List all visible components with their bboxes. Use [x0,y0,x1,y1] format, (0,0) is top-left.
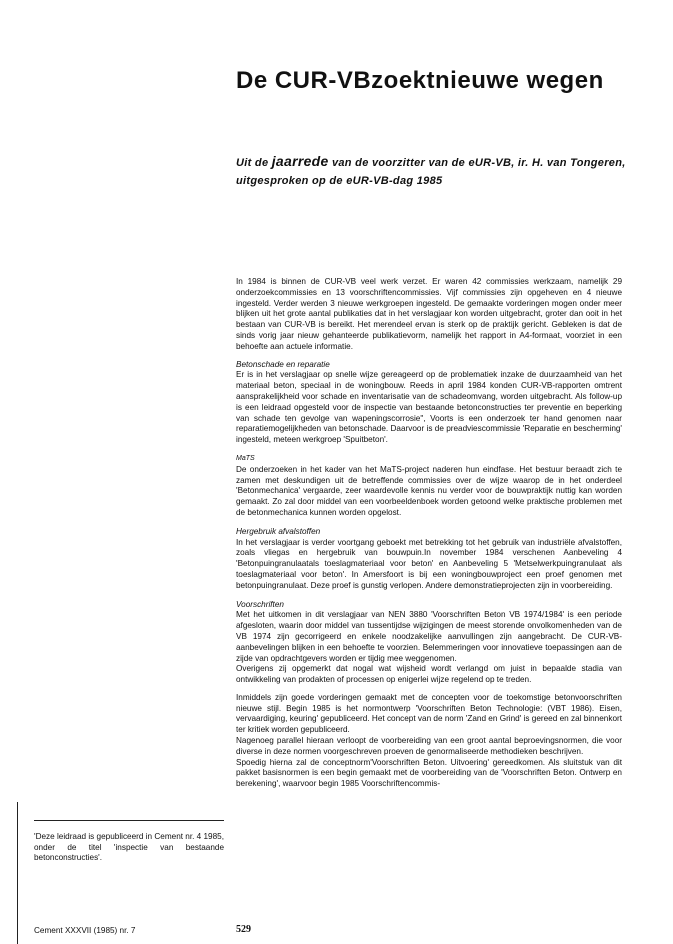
subtitle-emphasis: jaarrede [271,153,329,169]
article-subtitle [236,152,656,190]
article-title: De CUR-VBzoektnieuwe wegen [236,67,604,94]
section-betonschade [236,360,622,446]
section-paragraph: Overigens zij opgemerkt dat nogal wat wijsheid wordt verlangd om juist in bepaalde stadia van ontwikkeling van prodakten of processen op enigerlei wijze regelend op te treden. [236,664,622,685]
section-heading: Hergebruik afvalstoffen [236,526,321,536]
subtitle-post: van de voorzitter van de eUR-VB, ir. H. van Tongeren, uitgesproken op de eUR-VB-dag 1985 [236,157,626,187]
margin-rule [17,802,18,944]
section-paragraph: Nagenoeg parallel hieraan verloopt de voorbereiding van een groot aantal beproevingsnormen, die voor diverse in deze normen voorgeschreven proeven de genormaliseerde methodieken beschrijven. [236,736,622,756]
footnote-divider [34,820,224,821]
section-heading: Voorschriften [236,599,284,609]
intro-paragraph: In 1984 is binnen de CUR-VB veel werk verzet. Er waren 42 commissies werkzaam, namelijk 29 onderzoekcommissies en 13 voorschriftencommissies. Vijf commissies zijn opgeheven en 4 nieuwe ingesteld. Verder werden 3 nieuwe werkgroepen ingesteld. De gemaakte vorderingen mogen onder meer blijken uit het grote aantal publikaties dat in het verslagjaar kon worden uitgebracht, groter dan ooit in het bestaan van CUR-VB is bereikt. Het merendeel ervan is sterk op de praktijk gericht. Gebleken is dat de sinds vorig jaar nieuw gehanteerde publikatievorm, namelijk het rapport in A4-formaat, voorziet in een behoefte aan actuele informatie. [236,277,622,351]
footnote: 'Deze leidraad is gepubliceerd in Cement nr. 4 1985, onder de titel 'inspectie van bestaande betonconstructies'. [34,832,224,862]
page-number: 529 [236,924,251,935]
section-heading: MaTS [236,454,255,462]
section-paragraph: De onderzoeken in het kader van het MaTS-project naderen hun eindfase. Het bestuur beraadt zich te zamen met deskundigen uit de betreffende commissies over de wijze waarop de in het onderdeel 'Betonmechanica' vergaarde, zeer waardevolle kennis nu verder voor de bouwpraktijk nuttig kan worden gemaakt. Zo zal door middel van een voorbeeldenboek worden getoond welke praktische problemen met de betonmechanica kunnen worden opgelost. [236,464,622,517]
section-paragraph: Inmiddels zijn goede vorderingen gemaakt met de concepten voor de toekomstige betonvoorschriften nieuwe stijl. Begin 1985 is het normontwerp 'Voorschriften Beton Technologie: (VBT 1986). Eisen, vervaardiging, keuring' gepubliceerd. Het concept van de norm 'Zand en Grind' is gereed en zal binnenkort ter kritiek worden gepubliceerd. [236,692,622,735]
section-paragraph: Met het uitkomen in dit verslagjaar van NEN 3880 'Voorschriften Beton VB 1974/1984' is een periode afgesloten, waarin door middel van tussentijdse wijzigingen de meest storende onvolkomenheden van de VB 1974 zijn gecorrigeerd en enkele noodzakelijke aanvullingen zijn aangebracht. De CUR-VB-aanbevelingen blijken in een behoefte te voorzien. Belemmeringen voor innovatieve toepassingen aan de zijde van opdrachtgevers worden er tijdig mee weggenomen. [236,610,622,663]
article-body [236,277,622,798]
section-voorschriften [236,600,622,791]
section-hergebruik [236,527,622,592]
section-paragraph: Er is in het verslagjaar op snelle wijze gereageerd op de problematiek inzake de duurzaamheid van het materiaal beton, speciaal in de woningbouw. Reeds in april 1984 konden CUR-VB-rapporten omtrent aansprakelijkheid voor schade en inventarisatie van de schadeomvang, worden uitgebracht. Als follow-up is een leidraad opgesteld voor de inspectie van bestaande betonconstructies ter preventie en beperking van schade ten gevolge van wapeningscorrosie", Voorts is een onderzoek ter hand genomen naar reparatiemogelijkheden van betonschade. Daarvoor is de preadviescommissie 'Reparatie en bescherming' ingesteld, meteen werkgroep 'Spuitbeton'. [236,370,622,445]
section-heading: Betonschade en reparatie [236,359,330,369]
subtitle-pre: Uit de [236,157,272,169]
section-mats [236,454,622,519]
journal-reference: Cement XXXVII (1985) nr. 7 [34,926,136,935]
section-paragraph: In het verslagjaar is verder voortgang geboekt met betrekking tot het gebruik van industriële afvalstoffen, zoals vliegas en hergebruik van bouwpuin.In november 1984 verschenen Aanbeveling 4 'Betonpuingranulaatals toeslagmateriaal voor beton' en Aanbeveling 5 'Metselwerkpuingranulaat als toeslagmateriaal voor beton'. In Amersfoort is bij een woningbouwproject een proef genomen met betonpuingranulaat. Deze proef is gunstig verlopen. Andere demonstratieprojecten zijn in voorbereiding. [236,537,622,590]
section-paragraph: Spoedig hierna zal de conceptnorm'Voorschriften Beton. Uitvoering' gereedkomen. Als sluitstuk van dit pakket basisnormen is een begin gemaakt met de voorbereiding van de 'Voorschriften Beton. Ontwerp en berekening', waarvoor begin 1985 Voorschriftencommis- [236,757,622,789]
